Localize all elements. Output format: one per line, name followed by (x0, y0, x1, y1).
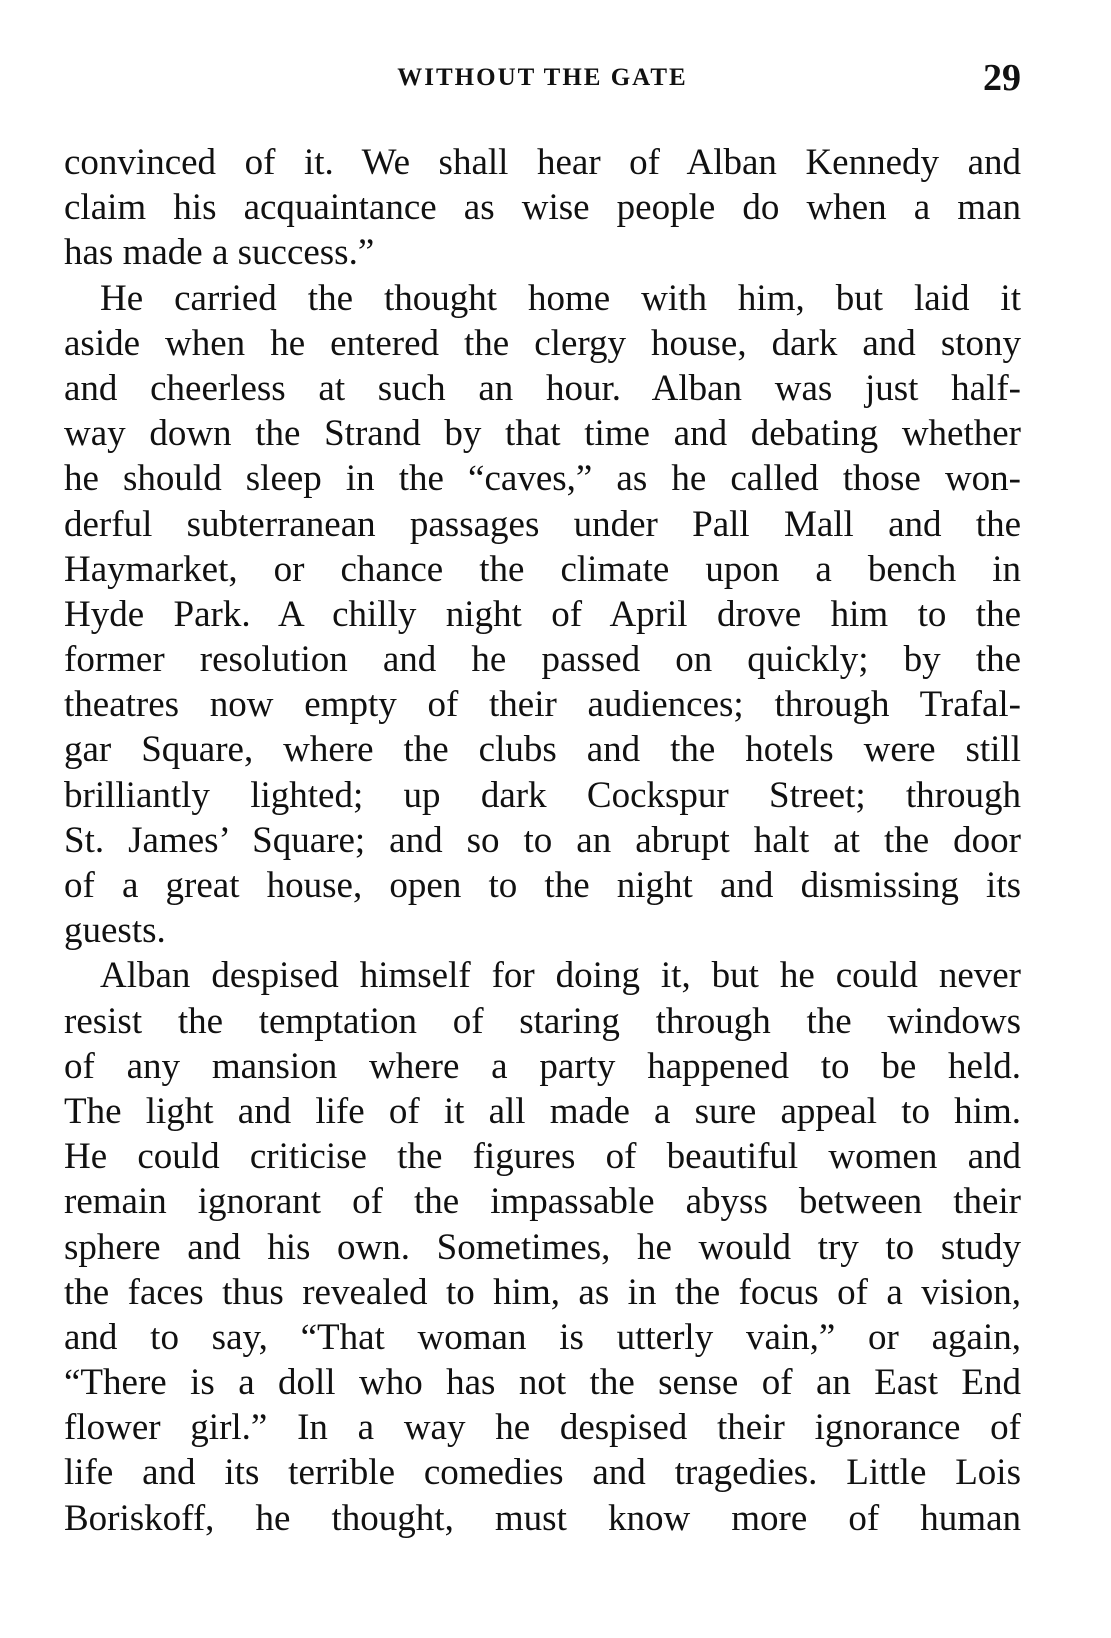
text-line: resist the temptation of staring through the windows (64, 1000, 1021, 1042)
text-line: gar Square, where the clubs and the hotels were still (64, 729, 1021, 771)
text-line: way down the Strand by that time and debating whether (64, 413, 1021, 455)
text-line: convinced of it. We shall hear of Alban Kennedy and (64, 142, 1021, 183)
text-line: has made a success.” (64, 232, 375, 274)
text-line: Haymarket, or chance the climate upon a bench in (64, 548, 1021, 590)
text-line: derful subterranean passages under Pall Mall and the (64, 503, 1021, 545)
text-line: former resolution and he passed on quickly; by the (64, 639, 1021, 681)
text-line: sphere and his own. Sometimes, he would try to study (64, 1226, 1021, 1268)
text-line: of a great house, open to the night and dismissing its (64, 865, 1021, 906)
page-number: 29 (983, 57, 1021, 99)
text-line: and cheerless at such an hour. Alban was just half- (64, 367, 1021, 409)
text-line: he should sleep in the “caves,” as he called those won- (64, 458, 1021, 500)
text-line: claim his acquaintance as wise people do when a man (64, 187, 1021, 229)
text-line: Alban despised himself for doing it, but he could never (100, 955, 1021, 997)
text-line: He could criticise the figures of beautiful women and (64, 1136, 1021, 1178)
text-line: aside when he entered the clergy house, dark and stony (64, 322, 1021, 364)
text-line: The light and life of it all made a sure appeal to him. (64, 1090, 1021, 1132)
text-line: life and its terrible comedies and tragedies. Little Lois (64, 1452, 1021, 1494)
text-line: theatres now empty of their audiences; through Trafal- (64, 684, 1021, 726)
text-line: flower girl.” In a way he despised their ignorance of (64, 1407, 1021, 1449)
text-line: and to say, “That woman is utterly vain,” or again, (64, 1316, 1021, 1358)
text-line: guests. (64, 910, 166, 952)
body-text (64, 140, 1021, 1541)
running-title: WITHOUT THE GATE (397, 64, 688, 91)
text-line: Hyde Park. A chilly night of April drove him to the (64, 593, 1021, 635)
text-line: brilliantly lighted; up dark Cockspur Street; through (64, 774, 1021, 816)
text-line: St. James’ Square; and so to an abrupt halt at the door (64, 819, 1021, 861)
text-line: “There is a doll who has not the sense of an East End (64, 1362, 1021, 1404)
text-line: of any mansion where a party happened to be held. (64, 1045, 1021, 1087)
text-line: He carried the thought home with him, but laid it (100, 277, 1021, 319)
text-line: the faces thus revealed to him, as in the focus of a vision, (64, 1271, 1021, 1313)
text-line: Boriskoff, he thought, must know more of human (64, 1497, 1021, 1539)
text-line: remain ignorant of the impassable abyss between their (64, 1181, 1021, 1223)
running-head (64, 57, 1021, 100)
